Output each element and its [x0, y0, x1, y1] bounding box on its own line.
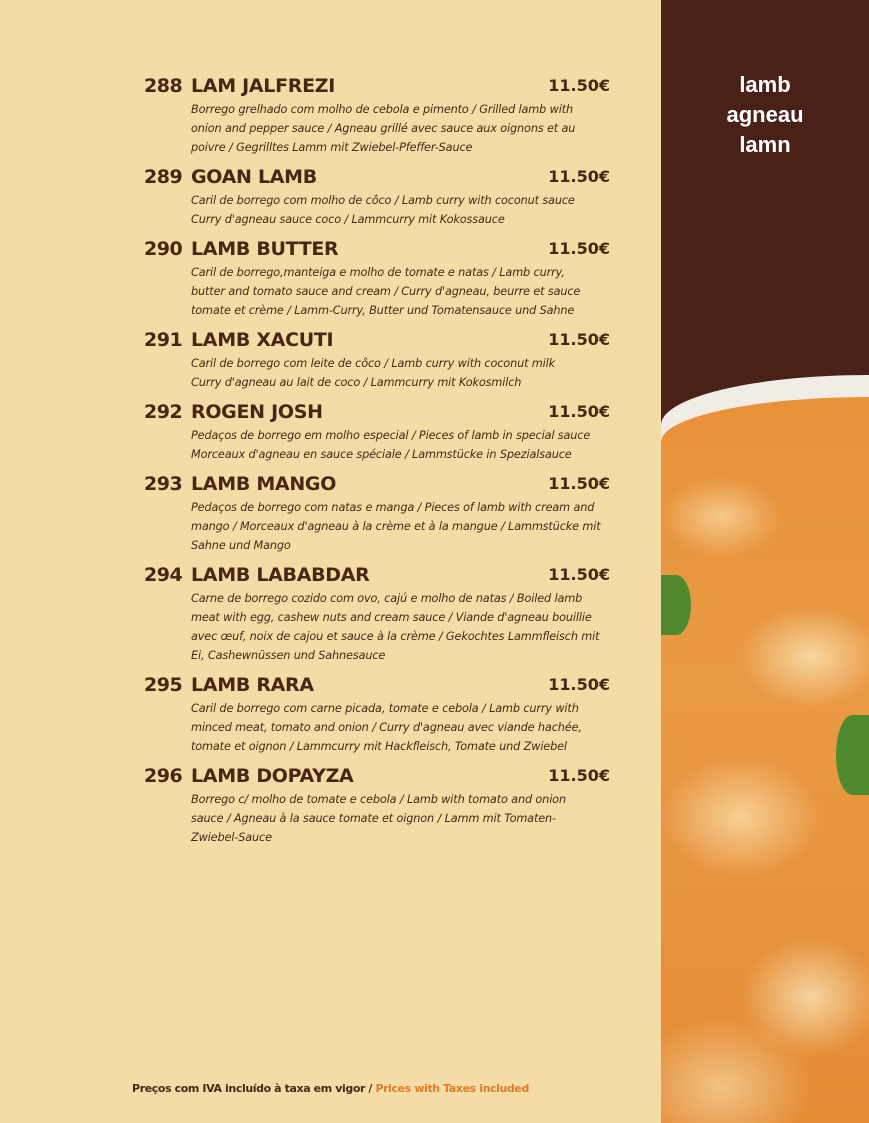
description-line: Pedaços de borrego em molho especial / Pieces of lamb in special sauce: [191, 429, 591, 442]
item-price: 11.50€: [548, 330, 610, 349]
item-name: LAM JALFREZI: [191, 74, 336, 97]
description-line: sauce / Agneau à la sauce tomate et oignon / Lamm mit Tomaten-: [191, 812, 556, 825]
item-number: 296: [144, 764, 183, 787]
item-price: 11.50€: [548, 76, 610, 95]
menu-item: [140, 397, 615, 464]
item-number: 289: [144, 165, 183, 188]
description-line: Ei, Cashewnüssen und Sahnesauce: [191, 649, 386, 662]
item-number: 295: [144, 673, 183, 696]
menu-item-header: [140, 761, 615, 790]
description-line: mango / Morceaux d'agneau à la crème et à la mangue / Lammstücke mit: [191, 520, 601, 533]
description-line: poivre / Gegrilltes Lamm mit Zwiebel-Pfeffer-Sauce: [191, 141, 473, 154]
menu-item-header: [140, 71, 615, 100]
item-name: LAMB RARA: [191, 673, 314, 696]
item-price: 11.50€: [548, 474, 610, 493]
description-line: Zwiebel-Sauce: [191, 831, 272, 844]
item-description: [191, 263, 615, 320]
menu-item: [140, 670, 615, 756]
item-price: 11.50€: [548, 239, 610, 258]
item-name: LAMB LABABDAR: [191, 563, 370, 586]
menu-item-header: [140, 670, 615, 699]
tax-note-pt: Preços com IVA incluído à taxa em vigor /: [132, 1082, 373, 1095]
item-price: 11.50€: [548, 402, 610, 421]
item-price: 11.50€: [548, 565, 610, 584]
category-title: [661, 70, 869, 160]
description-line: Caril de borrego com leite de côco / Lamb curry with coconut milk: [191, 357, 556, 370]
item-description: [191, 498, 615, 555]
description-line: Morceaux d'agneau en sauce spéciale / Lammstücke in Spezialsauce: [191, 448, 572, 461]
category-line: lamn: [739, 132, 791, 157]
menu-item-header: [140, 162, 615, 191]
description-line: Caril de borrego com molho de côco / Lamb curry with coconut sauce: [191, 194, 575, 207]
description-line: Curry d'agneau au lait de coco / Lammcurry mit Kokosmilch: [191, 376, 522, 389]
menu-item-header: [140, 469, 615, 498]
item-description: [191, 191, 615, 229]
item-price: 11.50€: [548, 167, 610, 186]
tax-note-en: Prices with Taxes included: [375, 1082, 529, 1095]
description-line: Curry d'agneau sauce coco / Lammcurry mit Kokossauce: [191, 213, 505, 226]
coriander-leaf: [661, 575, 691, 635]
category-line: lamb: [739, 72, 791, 97]
curry-photo: [661, 375, 869, 1123]
item-description: [191, 699, 615, 756]
item-name: LAMB DOPAYZA: [191, 764, 354, 787]
description-line: meat with egg, cashew nuts and cream sauce / Viande d'agneau bouillie: [191, 611, 592, 624]
description-line: Caril de borrego,manteiga e molho de tomate e natas / Lamb curry,: [191, 266, 565, 279]
item-number: 292: [144, 400, 183, 423]
category-line: agneau: [726, 102, 804, 127]
description-line: Carne de borrego cozido com ovo, cajú e molho de natas / Boiled lamb: [191, 592, 583, 605]
item-price: 11.50€: [548, 766, 610, 785]
description-line: Pedaços de borrego com natas e manga / Pieces of lamb with cream and: [191, 501, 595, 514]
item-name: GOAN LAMB: [191, 165, 317, 188]
menu-item-header: [140, 325, 615, 354]
tax-note: [0, 1082, 661, 1095]
description-line: tomate et crème / Lamm-Curry, Butter und Tomatensauce und Sahne: [191, 304, 575, 317]
item-number: 288: [144, 74, 183, 97]
description-line: Borrego c/ molho de tomate e cebola / Lamb with tomato and onion: [191, 793, 566, 806]
menu-item-header: [140, 397, 615, 426]
description-line: Caril de borrego com carne picada, tomate e cebola / Lamb curry with: [191, 702, 579, 715]
description-line: avec œuf, noix de cajou et sauce à la crème / Gekochtes Lammfleisch mit: [191, 630, 600, 643]
description-line: onion and pepper sauce / Agneau grillé avec sauce aux oignons et au: [191, 122, 576, 135]
item-description: [191, 100, 615, 157]
menu-item: [140, 234, 615, 320]
item-description: [191, 426, 615, 464]
menu-list: [140, 71, 615, 852]
item-name: ROGEN JOSH: [191, 400, 323, 423]
menu-item: [140, 560, 615, 665]
item-name: LAMB MANGO: [191, 472, 337, 495]
menu-item-header: [140, 560, 615, 589]
menu-item: [140, 761, 615, 847]
item-number: 291: [144, 328, 183, 351]
item-description: [191, 790, 615, 847]
description-line: minced meat, tomato and onion / Curry d'agneau avec viande hachée,: [191, 721, 582, 734]
menu-item: [140, 469, 615, 555]
item-number: 294: [144, 563, 183, 586]
description-line: Sahne und Mango: [191, 539, 291, 552]
item-price: 11.50€: [548, 675, 610, 694]
menu-item-header: [140, 234, 615, 263]
item-name: LAMB BUTTER: [191, 237, 339, 260]
description-line: Borrego grelhado com molho de cebola e pimento / Grilled lamb with: [191, 103, 573, 116]
menu-item: [140, 325, 615, 392]
side-panel: [661, 0, 869, 1123]
menu-item: [140, 71, 615, 157]
description-line: butter and tomato sauce and cream / Curry d'agneau, beurre et sauce: [191, 285, 581, 298]
item-number: 290: [144, 237, 183, 260]
coriander-leaf: [836, 715, 869, 795]
menu-item: [140, 162, 615, 229]
item-description: [191, 354, 615, 392]
item-number: 293: [144, 472, 183, 495]
item-name: LAMB XACUTI: [191, 328, 334, 351]
description-line: tomate et oignon / Lammcurry mit Hackfleisch, Tomate und Zwiebel: [191, 740, 567, 753]
item-description: [191, 589, 615, 665]
